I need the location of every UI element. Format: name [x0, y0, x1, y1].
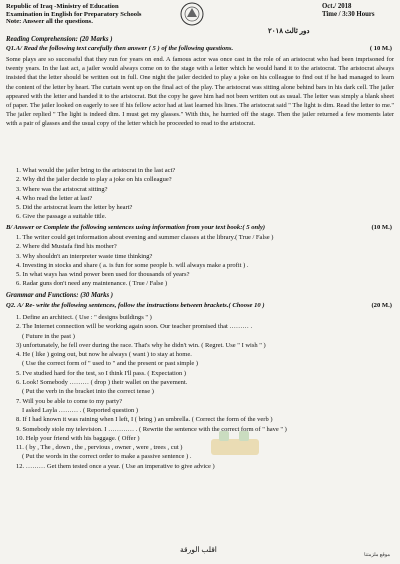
grammar-items: [6, 313, 394, 471]
q2a-marks: (20 M.): [371, 302, 392, 309]
q1b-heading: [6, 224, 392, 231]
site-watermark: موقع ملزمتنا: [364, 553, 390, 558]
grammar-item: 5. I've studied hard for the test, so I think I'll pass. ( Expectation ): [16, 369, 187, 377]
q1b-instruction: B/ Answer or Complete the following sentences using information from your text book:( 5 only): [6, 224, 266, 231]
q2a-heading: [6, 302, 392, 309]
b-item: 3. Why shouldn't an interpreter waste time thinking?: [16, 252, 153, 260]
b-item: 1. The writer could get information about evening and summer classes at the library.( True / False ): [16, 234, 274, 241]
grammar-item: 6. Look! Somebody ……… ( drop ) their wallet on the pavement.: [16, 379, 188, 387]
grammar-item: 12. ……… Get them tested once a year. ( Use an imperative to give advice ): [16, 462, 215, 470]
grammar-item: 10. Help your friend with his baggage. ( Offer ): [16, 434, 140, 442]
header-right: [322, 3, 392, 19]
reading-passage: Some plays are so successful that they run for years on end. A famous actor was once cast in the role of an aristocrat who had been imprisoned for twenty years. In the last act, a jailer would always come on to the stage with a letter which he would hand it to the aristocrat. The aristocrat always insisted that the letter should be written out in full. One night the jailer decided to play a joke on his colleague to find out if he had managed to learn the content of the letter by heart. The curtain went up on the final act of the play. The aristocrat was sitting alone behind bars in his dark cell. The jailer appeared with the letter and handed it to the aristocrat. But the copy he gave him had not been written out as usual. The letter was simply a blank sheet of paper. The jailer looked on eagerly to see if his fellow actor had at last learned his lines. The aristocrat said " The light is dim. Read the letter to me." The jailer replied " The light is indeed dim. I must get my glasses." With this, he hurried off the stage. Then the jailer returned a few moments later with a pair of glasses and the usual copy of the letter which he proceeded to read to the aristocrat.: [6, 56, 394, 128]
reading-questions: [6, 166, 394, 222]
header-note: Note: Answer all the questions.: [6, 18, 93, 26]
grammar-item: 7. Will you be able to come to my party?: [16, 397, 123, 405]
grammar-item: 11. ( by , The , down , the , pervious , owner , were , trees , cut ): [16, 444, 183, 452]
b-item: 5. In what ways has wind power been used for thousands of years?: [16, 271, 190, 279]
b-item: 6. Radar guns don't need any maintenance. ( True / False ): [16, 280, 168, 288]
b-item: 2. Where did Mustafa find his mother?: [16, 243, 117, 251]
question-item: 5. Did the aristocrat learn the letter by heart?: [16, 204, 133, 212]
ministry-seal-icon: [180, 2, 204, 26]
grammar-item: ( Put the verb in the bracket into the correct tense ): [22, 388, 154, 396]
header-date: Oct./ 2018: [322, 3, 352, 10]
turn-page-note: اقلب الورقة: [180, 545, 217, 554]
reading-section-title: Reading Comprehension: (20 Marks ): [6, 36, 113, 43]
b-item: 4. Investing in stocks and share ( a. is fun for some people b. will always make a profit ) .: [16, 261, 249, 269]
question-item: 1. What would the jailer bring to the aristocrat in the last act?: [16, 167, 176, 174]
header-left: [6, 3, 176, 26]
q1a-instruction: Q1.A/ Read the following text carefully then answer ( 5 ) of the following questions.: [6, 45, 234, 52]
grammar-item: I asked Layla ……… . ( Reported question ): [22, 406, 139, 414]
grammar-item: 9. Somebody stole my television. I ………… . ( Rewrite the sentence with the correct form of " have " ): [16, 425, 287, 433]
grammar-item: ( Put the words in the correct order to make a passive sentence ) .: [22, 453, 192, 461]
header-time: Time / 3:30 Hours: [322, 10, 375, 18]
grammar-item: 3) unfortunately, he fell over during the race. That's why he didn't win. ( Regret. Use " I wish " ): [16, 341, 266, 349]
question-item: 6. Give the passage a suitable title.: [16, 213, 107, 221]
q1a-marks: ( 10 M.): [369, 45, 392, 52]
header-exam: Examination in English for Preparatory Schools: [6, 10, 142, 18]
grammar-section-title: Grammar and Functions: (30 Marks ): [6, 292, 114, 299]
q1b-marks: (10 M.): [371, 224, 392, 231]
header-ministry: Republic of Iraq -Ministry of Education: [6, 3, 119, 10]
question-item: 4. Who read the letter at last?: [16, 194, 93, 202]
q1b-items: [6, 233, 394, 289]
question-item: 3. Where was the aristocrat sitting?: [16, 185, 108, 193]
grammar-item: ( Use the correct form of " used to " and the present or past simple ): [22, 360, 199, 368]
q1a-heading: [6, 45, 392, 52]
question-item: 2. Why did the jailer decide to play a joke on his colleague?: [16, 176, 172, 184]
grammar-item: 8. If I had known it was raining when I left, I ( bring ) an umbrella. ( Correct the form of the verb ): [16, 416, 273, 424]
grammar-item: ( Future in the past ): [22, 332, 75, 340]
grammar-item: 2. The Internet connection will be working again soon. Our teacher promised that ……… .: [16, 323, 253, 331]
grammar-item: 1. Define an architect. ( Use : " designs buildings " ): [16, 314, 152, 321]
q2a-instruction: Q2. A/ Re- write the following sentences, follow the instructions between brackets.( Choose 10 ): [6, 302, 265, 309]
grammar-item: 4. He ( like ) going out, but now he always ( want ) to stay at home.: [16, 351, 192, 359]
header-arabic-session: دور ثالث ٢٠١٨: [268, 27, 310, 35]
watermark-logo-icon: [205, 425, 265, 465]
